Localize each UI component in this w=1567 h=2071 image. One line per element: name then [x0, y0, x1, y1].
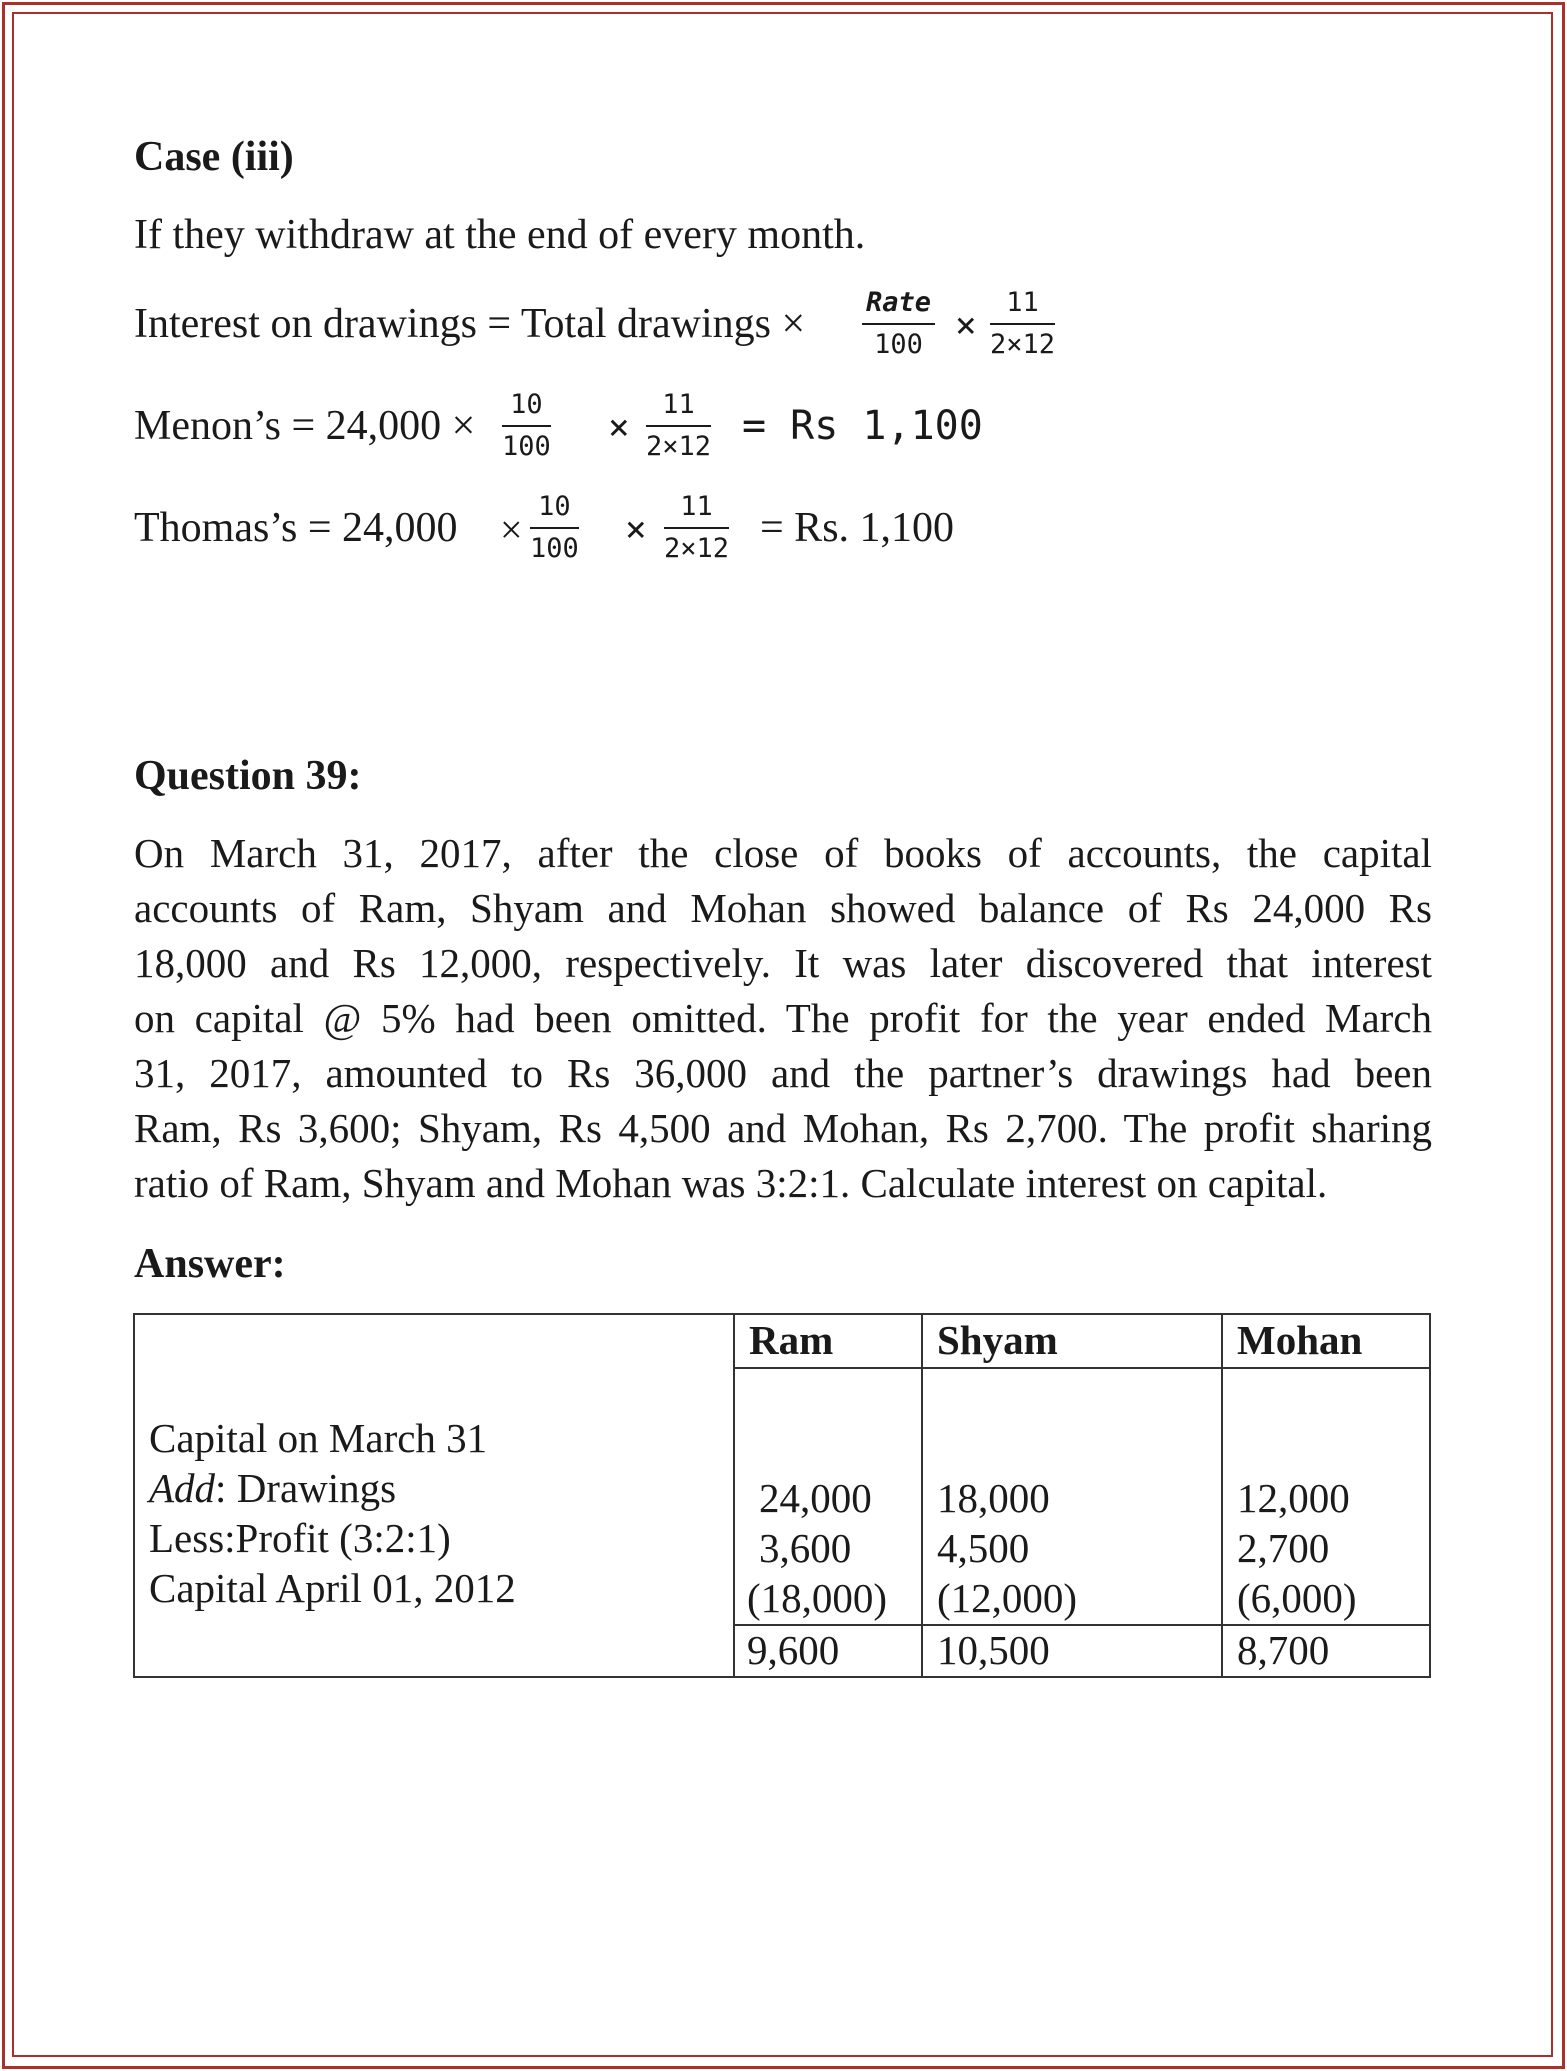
table-divider: [921, 1315, 923, 1676]
label-add-italic: Add: [149, 1465, 216, 1511]
menon-times: ×: [608, 407, 630, 448]
table-header-rule: [733, 1367, 1431, 1369]
table-divider: [1221, 1315, 1223, 1676]
rate-numerator: Rate: [862, 286, 935, 325]
question-line: accounts of Ram, Shyam and Mohan showed balance of Rs 24,000 Rs: [134, 885, 1432, 931]
label-capital-april: Capital April 01, 2012: [149, 1565, 516, 1611]
thomas-fraction-1: [530, 490, 579, 567]
shyam-profit: (12,000): [937, 1575, 1078, 1621]
header-shyam: Shyam: [937, 1317, 1058, 1363]
case-heading: Case (iii): [134, 134, 294, 180]
table-divider: [733, 1315, 735, 1676]
thomas-denominator-2: 2×12: [664, 533, 730, 564]
ram-total: 9,600: [747, 1627, 840, 1673]
menon-numerator-1: 10: [502, 388, 551, 427]
capital-table: [133, 1313, 1431, 1678]
menon-denominator-2: 2×12: [646, 431, 712, 462]
label-less: Less:Profit (3:2:1): [149, 1515, 451, 1561]
thomas-result: = Rs. 1,100: [760, 505, 955, 551]
shyam-total: 10,500: [937, 1627, 1050, 1673]
month-denominator: 2×12: [990, 329, 1056, 360]
rate-denominator: 100: [874, 329, 923, 360]
mohan-total: 8,700: [1237, 1627, 1330, 1673]
shyam-capital: 18,000: [937, 1475, 1050, 1521]
shyam-drawings: 4,500: [937, 1525, 1030, 1571]
thomas-lhs: Thomas’s = 24,000: [134, 505, 458, 551]
header-mohan: Mohan: [1237, 1317, 1363, 1363]
answer-heading: Answer:: [134, 1241, 286, 1287]
month-fraction: [990, 286, 1055, 363]
ram-capital: 24,000: [759, 1475, 872, 1521]
thomas-times-1: ×: [500, 507, 523, 552]
thomas-denominator-1: 100: [530, 533, 579, 564]
mohan-profit: (6,000): [1237, 1575, 1357, 1621]
ram-drawings: 3,600: [759, 1525, 852, 1571]
menon-result: = Rs 1,100: [742, 403, 983, 449]
label-add-rest: : Drawings: [215, 1465, 397, 1511]
mohan-capital: 12,000: [1237, 1475, 1350, 1521]
case-line: If they withdraw at the end of every month.: [134, 212, 866, 258]
ram-profit: (18,000): [747, 1575, 888, 1621]
question-line: on capital @ 5% had been omitted. The profit for the year ended March: [134, 995, 1432, 1041]
thomas-times-2: ×: [625, 509, 647, 550]
question-line: 31, 2017, amounted to Rs 36,000 and the partner’s drawings had been: [134, 1050, 1432, 1096]
menon-fraction-2: [646, 388, 711, 465]
question-line: ratio of Ram, Shyam and Mohan was 3:2:1. Calculate interest on capital.: [134, 1160, 1328, 1206]
question-line: On March 31, 2017, after the close of books of accounts, the capital: [134, 830, 1432, 876]
menon-numerator-2: 11: [646, 388, 711, 427]
header-ram: Ram: [749, 1317, 834, 1363]
label-add: [149, 1463, 396, 1513]
mohan-drawings: 2,700: [1237, 1525, 1330, 1571]
formula-times: ×: [955, 305, 977, 346]
rate-fraction: [862, 286, 935, 363]
thomas-numerator-1: 10: [530, 490, 579, 529]
menon-fraction-1: [502, 388, 551, 465]
menon-lhs: Menon’s = 24,000 ×: [134, 403, 476, 449]
thomas-fraction-2: [664, 490, 729, 567]
label-capital: Capital on March 31: [149, 1415, 488, 1461]
question-paragraph: [134, 826, 1432, 1211]
question-line: 18,000 and Rs 12,000, respectively. It was later discovered that interest: [134, 940, 1432, 986]
month-numerator: 11: [990, 286, 1055, 325]
question-heading: Question 39:: [134, 753, 362, 799]
question-line: Ram, Rs 3,600; Shyam, Rs 4,500 and Mohan, Rs 2,700. The profit sharing: [134, 1105, 1432, 1151]
menon-denominator-1: 100: [502, 431, 551, 462]
formula-lhs: Interest on drawings = Total drawings ×: [134, 301, 806, 347]
thomas-numerator-2: 11: [664, 490, 729, 529]
